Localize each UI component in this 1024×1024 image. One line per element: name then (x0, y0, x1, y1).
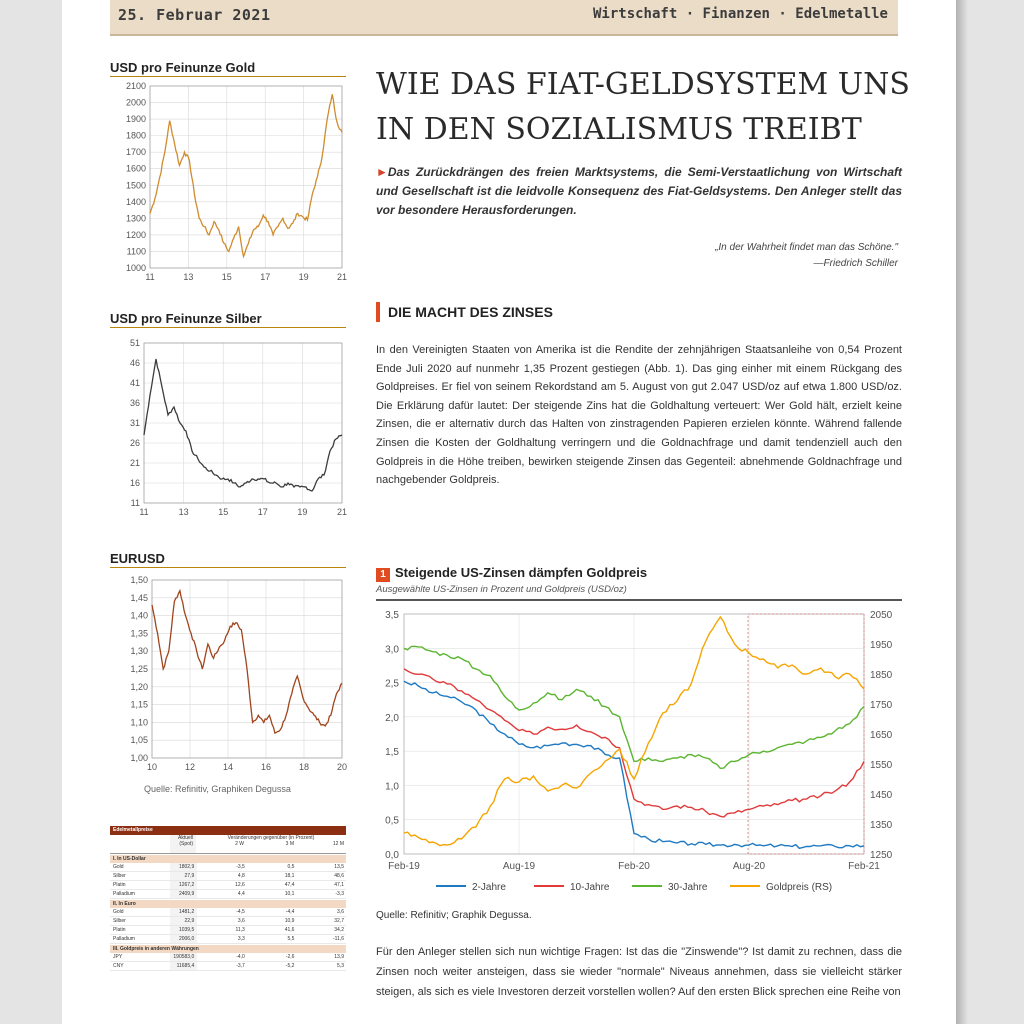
left-tick-label: 3,5 (385, 610, 399, 621)
x-tick-label: 20 (336, 762, 348, 772)
table-header-row (110, 835, 346, 854)
x-tick-label: Feb-20 (618, 861, 650, 872)
legend-label: 10-Jahre (570, 882, 610, 893)
highlight-box (748, 614, 864, 854)
x-tick-label: 11 (139, 507, 149, 517)
eurusd-chart (110, 572, 346, 782)
quote-author: —Friedrich Schiller (813, 258, 898, 269)
right-tick-label: 1850 (870, 670, 893, 681)
left-tick-label: 0,0 (385, 850, 399, 861)
table-col-12m: 12 M (332, 841, 344, 847)
table-cell: 2006,0 (170, 935, 197, 943)
y-tick-label: 1,25 (130, 664, 148, 674)
table-cell: Palladium (113, 891, 135, 897)
y-tick-label: 31 (129, 418, 140, 428)
table-cell: 1481,2 (170, 908, 197, 916)
table-row (110, 872, 346, 881)
y-tick-label: 1100 (126, 246, 146, 257)
x-tick-label: 15 (221, 272, 232, 282)
right-tick-label: 1550 (870, 760, 893, 771)
table-cell: 0,5 (287, 864, 295, 870)
x-tick-label: Aug-19 (502, 861, 536, 872)
headline-line-2: IN DEN SOZIALISMUS TREIBT (376, 112, 862, 147)
y-tick-label: 1,50 (130, 575, 148, 585)
right-tick-label: 2050 (870, 610, 893, 621)
body-paragraph-2: Für den Anleger stellen sich nun wichtige Fragen: Ist das die "Zinswende"? Ist damit zu rechnen, dass die Zinsen noch weiter ansteigen, dass sie wieder "normale" Niveaus annehmen, dass sie vielleicht stärker steigen, als sich es viele Investoren derzeit vorstellen wollen? Auf den ersten Blick sprechen eine Reihe von (376, 946, 902, 998)
x-tick-label: 19 (297, 507, 308, 517)
left-tick-label: 1,0 (385, 781, 399, 793)
table-row (110, 863, 346, 872)
right-tick-label: 1350 (870, 820, 893, 831)
table-cell: -11,6 (332, 936, 344, 942)
table-row (110, 962, 346, 971)
table-cell: Gold (113, 909, 124, 915)
rates-gold-chart (366, 606, 906, 900)
y-tick-label: 1600 (125, 163, 146, 174)
figure-source: Quelle: Refinitiv; Graphik Degussa. (376, 910, 532, 921)
y-tick-label: 1500 (125, 180, 146, 191)
y-tick-label: 2000 (125, 97, 146, 108)
table-cell: 4,4 (237, 891, 245, 897)
figure-subtitle: Ausgewählte US-Zinsen in Prozent und Goldpreis (USD/oz) (376, 584, 627, 595)
x-tick-label: 21 (336, 507, 348, 517)
table-col-spot: Aktuell (Spot) (170, 835, 196, 853)
table-cell: CNY (113, 963, 124, 969)
table-cell: 13,5 (334, 864, 344, 870)
article-lead (376, 163, 902, 220)
plot-frame (150, 86, 342, 268)
table-cell: 1039,5 (170, 926, 197, 934)
table-row (110, 890, 346, 899)
table-cell: Platin (113, 927, 126, 933)
table-col-3m: 3 M (285, 841, 294, 847)
y-tick-label: 11 (130, 498, 140, 508)
y-tick-label: 1900 (125, 114, 146, 125)
table-cell: 1267,2 (170, 881, 197, 889)
table-cell: -3,5 (236, 864, 245, 870)
header-bar (110, 0, 898, 36)
table-cell: 3,3 (237, 936, 245, 942)
x-tick-label: 10 (146, 762, 158, 772)
table-row (110, 908, 346, 917)
x-tick-label: 17 (260, 272, 271, 282)
table-section-header: III. Goldpreis in anderen Währungen (110, 945, 346, 953)
y-tick-label: 1000 (125, 263, 146, 273)
table-cell: JPY (113, 954, 123, 960)
y-tick-label: 1300 (125, 213, 146, 224)
x-tick-label: 19 (298, 272, 309, 282)
table-cell: Platin (113, 882, 126, 888)
table-cell: -5,2 (285, 963, 295, 969)
x-tick-label: 18 (298, 762, 310, 772)
eurusd-chart-title: EURUSD (110, 551, 346, 568)
y-tick-label: 1700 (125, 147, 146, 158)
table-cell: 5,5 (287, 936, 295, 942)
table-cell: 11,3 (235, 927, 245, 933)
table-cell: 1802,9 (170, 863, 197, 871)
body-paragraph-1: In den Vereinigten Staaten von Amerika ist die Rendite der zehnjährigen Staatsanleihe von 0,54 Prozent Ende Juli 2020 auf nunmehr 1,35 Prozent gestiegen (Abb. 1). Das ging einher mit einem Rückgang des Goldpreises. Er fiel von seinem Rekordstand am 5. August von gut 2.047 USD/oz auf etwa 1.800 USD/oz. Die Erklärung dafür lautet: Der steigende Zins hat die Goldhaltung verteuert: Wer Gold hält, erzielt keine Zinsen, die er alternativ durch das Halten von zinstragenden Papieren erzielen könnte. Während fallende Zinsen die Kosten der Goldhaltung verringern und die Goldnachfrage und damit tendenziell auch den Goldpreis in die Höhe treiben, bewirken steigende Zinsen das Gegenteil: abnehmende Goldnachfrage und nachgebender Goldpreis. (376, 344, 902, 487)
gold-price-chart (110, 80, 346, 292)
table-cell: Silber (113, 873, 126, 879)
figure-title (376, 565, 902, 582)
article-quote (592, 240, 898, 272)
table-cell: -4,0 (236, 954, 245, 960)
page-shadow (954, 0, 968, 1024)
silver-price-chart (110, 333, 346, 525)
table-cell: 27,9 (170, 872, 197, 880)
y-tick-label: 26 (129, 438, 140, 448)
silver-chart-title: USD pro Feinunze Silber (110, 311, 346, 328)
table-cell: 47,4 (284, 882, 295, 888)
header-section: Wirtschaft · Finanzen · Edelmetalle (592, 6, 888, 22)
x-tick-label: 11 (145, 272, 155, 282)
y-tick-label: 1,30 (130, 646, 148, 657)
series-line (152, 591, 342, 733)
table-cell: 3,6 (337, 909, 344, 915)
table-cell: 3,6 (237, 918, 245, 924)
table-cell: -3,3 (335, 891, 344, 897)
section-heading: DIE MACHT DES ZINSES (376, 302, 908, 322)
article-headline (376, 62, 916, 152)
figure-rule (376, 599, 902, 601)
table-col-group: Veränderungen gegenüber (in Prozent) (227, 835, 315, 841)
x-tick-label: Feb-21 (848, 861, 880, 872)
table-cell: 18,1 (284, 873, 295, 879)
series-line (144, 359, 342, 491)
left-tick-label: 1,5 (385, 747, 399, 759)
figure-number: 1 (376, 568, 390, 582)
table-row (110, 953, 346, 962)
x-tick-label: 13 (178, 507, 189, 517)
table-cell: 4,8 (237, 873, 245, 879)
figure-title-text: Steigende US-Zinsen dämpfen Goldpreis (395, 565, 648, 580)
y-tick-label: 41 (129, 378, 140, 388)
x-tick-label: 16 (260, 762, 272, 772)
right-tick-label: 1950 (870, 640, 893, 651)
precious-metals-table (110, 826, 346, 971)
y-tick-label: 36 (129, 398, 140, 408)
table-col-2w: 2 W (235, 841, 244, 847)
table-cell: 48,6 (334, 873, 344, 879)
headline-line-1: WIE DAS FIAT-GELDSYSTEM UNS (376, 67, 910, 102)
x-tick-label: Aug-20 (732, 861, 766, 872)
legend-label: 30-Jahre (668, 882, 708, 893)
table-cell: Silber (113, 918, 126, 924)
table-section-header: I. In US-Dollar (110, 855, 346, 863)
table-cell: 2409,9 (170, 890, 197, 898)
y-tick-label: 1,20 (130, 681, 148, 692)
x-tick-label: 12 (184, 762, 196, 772)
y-tick-label: 1200 (125, 229, 146, 240)
y-tick-label: 51 (129, 338, 140, 348)
table-section-header: II. In Euro (110, 900, 346, 908)
left-tick-label: 2,5 (385, 678, 399, 690)
table-cell: 47,1 (334, 882, 344, 888)
table-title: Edelmetallpreise (110, 826, 346, 835)
table-row (110, 926, 346, 935)
left-tick-label: 3,0 (385, 644, 399, 656)
y-tick-label: 21 (129, 458, 140, 468)
table-cell: -4,4 (285, 909, 295, 915)
x-tick-label: 13 (183, 272, 194, 282)
y-tick-label: 16 (129, 478, 140, 488)
quote-text: „In der Wahrheit findet man das Schöne." (715, 242, 898, 253)
y-tick-label: 1,45 (130, 592, 148, 603)
table-cell: -2,6 (285, 954, 295, 960)
table-row (110, 881, 346, 890)
table-cell: 34,2 (334, 927, 344, 933)
y-tick-label: 1400 (125, 196, 146, 207)
series-line (150, 94, 342, 256)
y-tick-label: 2100 (125, 81, 146, 91)
y-tick-label: 1,35 (130, 628, 148, 639)
y-tick-label: 1800 (125, 130, 146, 141)
x-tick-label: 15 (218, 507, 229, 517)
lead-text: Das Zurückdrängen des freien Marktsystems, die Semi-Verstaatlichung von Wirtschaft und Gesellschaft ist die leidvolle Konsequenz des Fiat-Geldsystems. Den Anleger stellt das vor besondere Herausforderungen. (376, 165, 902, 217)
x-tick-label: 17 (257, 507, 268, 517)
sidebar-source: Quelle: Refinitiv, Graphiken Degussa (144, 784, 291, 794)
y-tick-label: 1,10 (130, 717, 148, 728)
y-tick-label: 1,00 (130, 753, 148, 763)
left-tick-label: 0,5 (385, 815, 399, 827)
table-cell: 190583,0 (170, 953, 197, 961)
table-cell: 12,6 (235, 882, 245, 888)
table-cell: 10,9 (284, 918, 295, 924)
table-row (110, 935, 346, 944)
legend-label: 2-Jahre (472, 882, 506, 893)
y-tick-label: 1,05 (130, 735, 148, 746)
x-tick-label: 14 (222, 762, 234, 772)
legend-label: Goldpreis (RS) (766, 882, 833, 893)
header-date: 25. Februar 2021 (118, 6, 271, 24)
table-cell: 5,3 (337, 963, 344, 969)
right-tick-label: 1750 (870, 700, 893, 711)
right-tick-label: 1250 (870, 850, 893, 861)
y-tick-label: 1,15 (130, 699, 148, 710)
table-cell: -3,7 (236, 963, 245, 969)
table-cell: 41,6 (284, 927, 295, 933)
table-cell: 32,7 (334, 918, 344, 924)
table-cell: 11685,4 (170, 962, 197, 970)
right-tick-label: 1450 (870, 790, 893, 801)
right-tick-label: 1650 (870, 730, 893, 741)
table-cell: Palladium (113, 936, 135, 942)
y-tick-label: 1,40 (130, 610, 148, 621)
y-tick-label: 46 (129, 358, 140, 368)
left-tick-label: 2,0 (385, 712, 399, 724)
lead-triangle-icon: ► (376, 165, 388, 179)
x-tick-label: 21 (336, 272, 348, 282)
x-tick-label: Feb-19 (388, 861, 420, 872)
table-cell: -4,5 (236, 909, 245, 915)
table-cell: Gold (113, 864, 124, 870)
table-cell: 13,9 (334, 954, 344, 960)
table-cell: 10,1 (284, 891, 295, 897)
table-cell: 22,9 (170, 917, 197, 925)
gold-chart-title: USD pro Feinunze Gold (110, 60, 346, 77)
table-row (110, 917, 346, 926)
document-page (62, 0, 956, 1024)
